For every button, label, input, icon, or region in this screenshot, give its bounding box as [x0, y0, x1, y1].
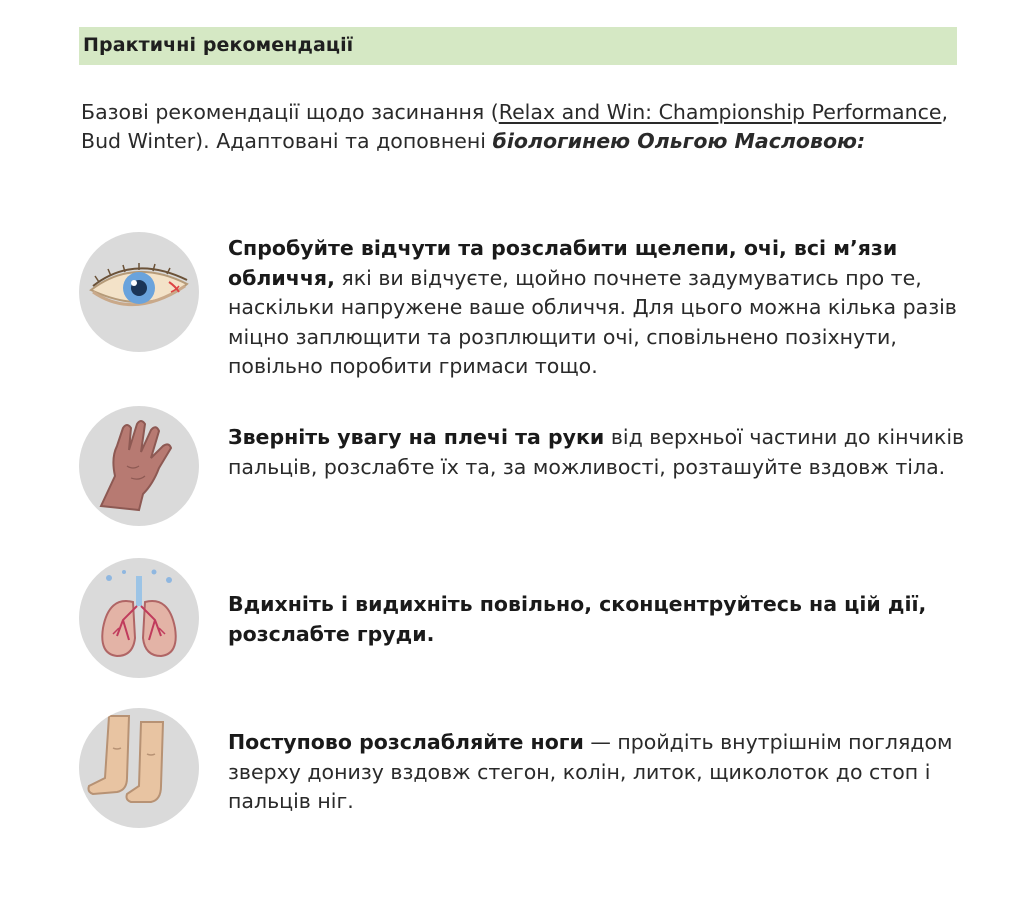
recommendation-text — [228, 590, 988, 649]
intro-author: біологинею Ольгою Масловою: — [492, 129, 866, 153]
recommendation-bold: Вдихніть і видихніть повільно, сконцентруйтесь на цій дії, розслабте груди. — [228, 592, 927, 646]
intro-paragraph — [81, 98, 961, 156]
intro-text: Базові рекомендації щодо засинання ( — [81, 100, 499, 124]
recommendation-bold: Поступово розслабляйте ноги — [228, 730, 584, 754]
recommendation-bold: Зверніть увагу на плечі та руки — [228, 425, 605, 449]
recommendation-text — [228, 423, 988, 482]
recommendation-text — [228, 728, 988, 817]
lungs-icon — [79, 558, 199, 678]
section-header — [79, 27, 957, 65]
hand-icon — [79, 406, 199, 526]
feet-icon — [79, 708, 199, 828]
recommendation-bold: Спробуйте відчути та розслабити щелепи, очі, всі м’язи обличчя, — [228, 236, 898, 290]
recommendation-rest: — пройдіть внутрішнім поглядом зверху донизу вздовж стегон, колін, литок, щиколоток до стоп і пальців ніг. — [228, 730, 953, 813]
intro-text-mid: , Bud Winter). Адаптовані та доповнені — [81, 100, 949, 153]
recommendation-text — [228, 234, 988, 382]
book-link[interactable]: Relax and Win: Championship Performance — [498, 100, 942, 124]
eye-icon — [79, 232, 199, 352]
section-title: Практичні рекомендації — [83, 34, 354, 56]
recommendation-rest: які ви відчуєте, щойно почнете задумуватись про те, наскільки напружене ваше обличчя. Для цього можна кілька разів міцно заплющити та розплющити очі, сповільнено позіхнути, повільно поробити гримаси тощо. — [228, 265, 957, 378]
recommendation-rest: від верхньої частини до кінчиків пальців, розслабте їх та, за можливості, розташуйте вздовж тіла. — [228, 425, 965, 479]
